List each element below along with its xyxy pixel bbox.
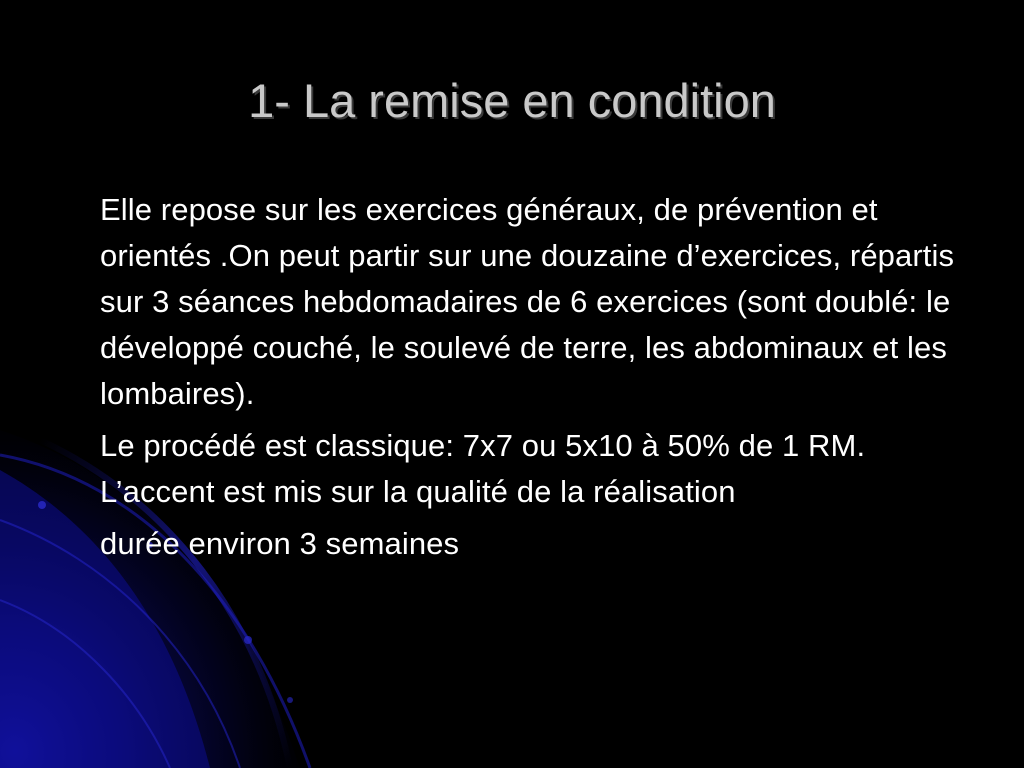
paragraph-1: Elle repose sur les exercices généraux, de prévention et orientés .On peut partir sur une douzaine d’exercices, répartis sur 3 séances hebdomadaires de 6 exercices (sont doublé: le développé couché, le soulevé de terre, les abdominaux et les lombaires). xyxy=(100,192,955,411)
slide-body xyxy=(100,187,980,573)
paragraph-3: durée environ 3 semaines xyxy=(100,526,460,561)
slide-title: 1- La remise en condition xyxy=(248,74,776,127)
paragraph-2: Le procédé est classique: 7x7 ou 5x10 à 50% de 1 RM. L’accent est mis sur la qualité de la réalisation xyxy=(100,428,866,509)
